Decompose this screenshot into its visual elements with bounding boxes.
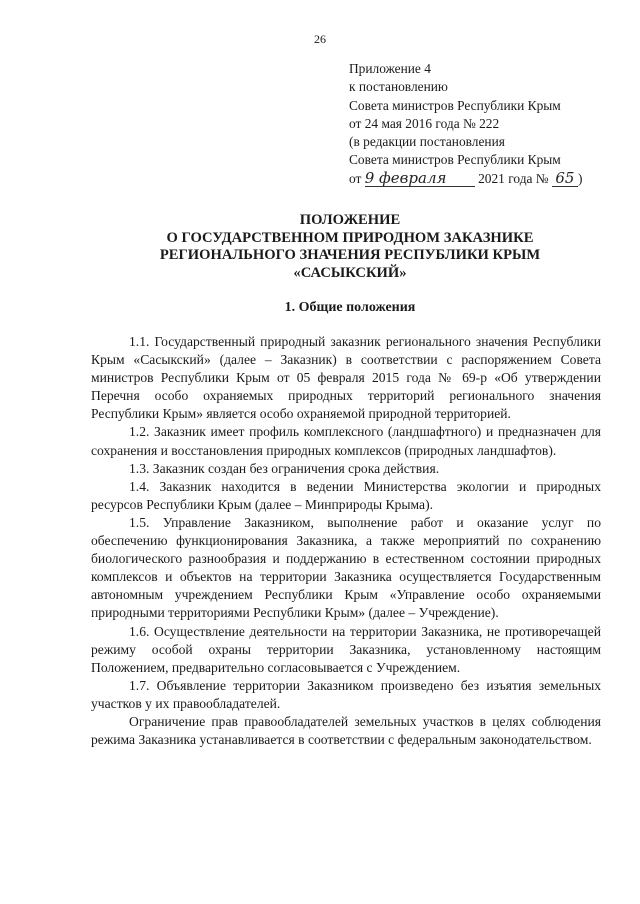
paragraph: 1.2. Заказник имеет профиль комплексного (ландшафтного) и предназначен для сохранения и восстановления природных комплексов (природных ландшафтов).: [91, 424, 601, 458]
handwritten-number: 65: [552, 171, 578, 187]
annex-block: [349, 60, 599, 188]
closing-paren: ): [577, 170, 583, 186]
page-number: 26: [314, 32, 326, 46]
paragraph: 1.1. Государственный природный заказник регионального значения Республики Крым «Сасыкский» (далее – Заказник) в соответствии с распоряжением Совета министров Республики Крым от 05 февраля 2015 года № 69-р «Об утверждении Перечня особо охраняемых природных территорий регионального значения Республики Крым» является особо охраняемой природной территорией.: [91, 334, 601, 422]
paragraph: 1.4. Заказник находится в ведении Министерства экологии и природных ресурсов Республики Крым (далее – Минприроды Крыма).: [91, 478, 601, 512]
annex-date-line: [349, 170, 599, 188]
title-line: О ГОСУДАРСТВЕННОМ ПРИРОДНОМ ЗАКАЗНИКЕ: [166, 229, 534, 246]
paragraph: 1.7. Объявление территории Заказником произведено без изъятия земельных участков у их правообладателей.: [91, 677, 601, 711]
paragraph: Ограничение прав правообладателей земельных участков в целях соблюдения режима Заказника устанавливается в соответствии с федеральным законодательством.: [91, 713, 601, 748]
year-text: 2021 года №: [478, 170, 549, 186]
annex-line: Приложение 4: [349, 61, 431, 76]
annex-line: Совета министров Республики Крым: [349, 152, 561, 168]
annex-line: к постановлению: [349, 79, 448, 95]
paragraph: 1.3. Заказник создан без ограничения срока действия.: [129, 460, 440, 476]
annex-line: Совета министров Республики Крым: [349, 97, 561, 113]
paragraph: 1.6. Осуществление деятельности на территории Заказника, не противоречащей режиму особой охраны территории Заказника, установленному настоящим Положением, предварительно согласовывается с Учреждением.: [91, 623, 601, 675]
title-line: РЕГИОНАЛЬНОГО ЗНАЧЕНИЯ РЕСПУБЛИКИ КРЫМ: [159, 247, 541, 264]
body-text: [91, 333, 601, 749]
annex-line: от 24 мая 2016 года № 222: [349, 115, 500, 131]
paragraph: 1.5. Управление Заказником, выполнение работ и оказание услуг по обеспечению функционирования Заказника, а также мероприятий по сохранению биологического разнообразия и поддержанию в естественном состоянии природных комплексов и объектов на территории Заказника осуществляется Государственным автономным учреждением Республики Крым «Управление особо охраняемыми природными территориями Республики Крым» (далее – Учреждение).: [91, 514, 601, 621]
title-line: ПОЛОЖЕНИЕ: [299, 212, 401, 228]
section-heading: 1. Общие положения: [284, 300, 416, 315]
document-title: [0, 212, 640, 282]
handwritten-date: 9 февраля: [365, 171, 475, 187]
date-prefix: от: [349, 170, 362, 186]
title-line: «САСЫКСКИЙ»: [293, 264, 407, 281]
annex-line: (в редакции постановления: [349, 134, 505, 150]
